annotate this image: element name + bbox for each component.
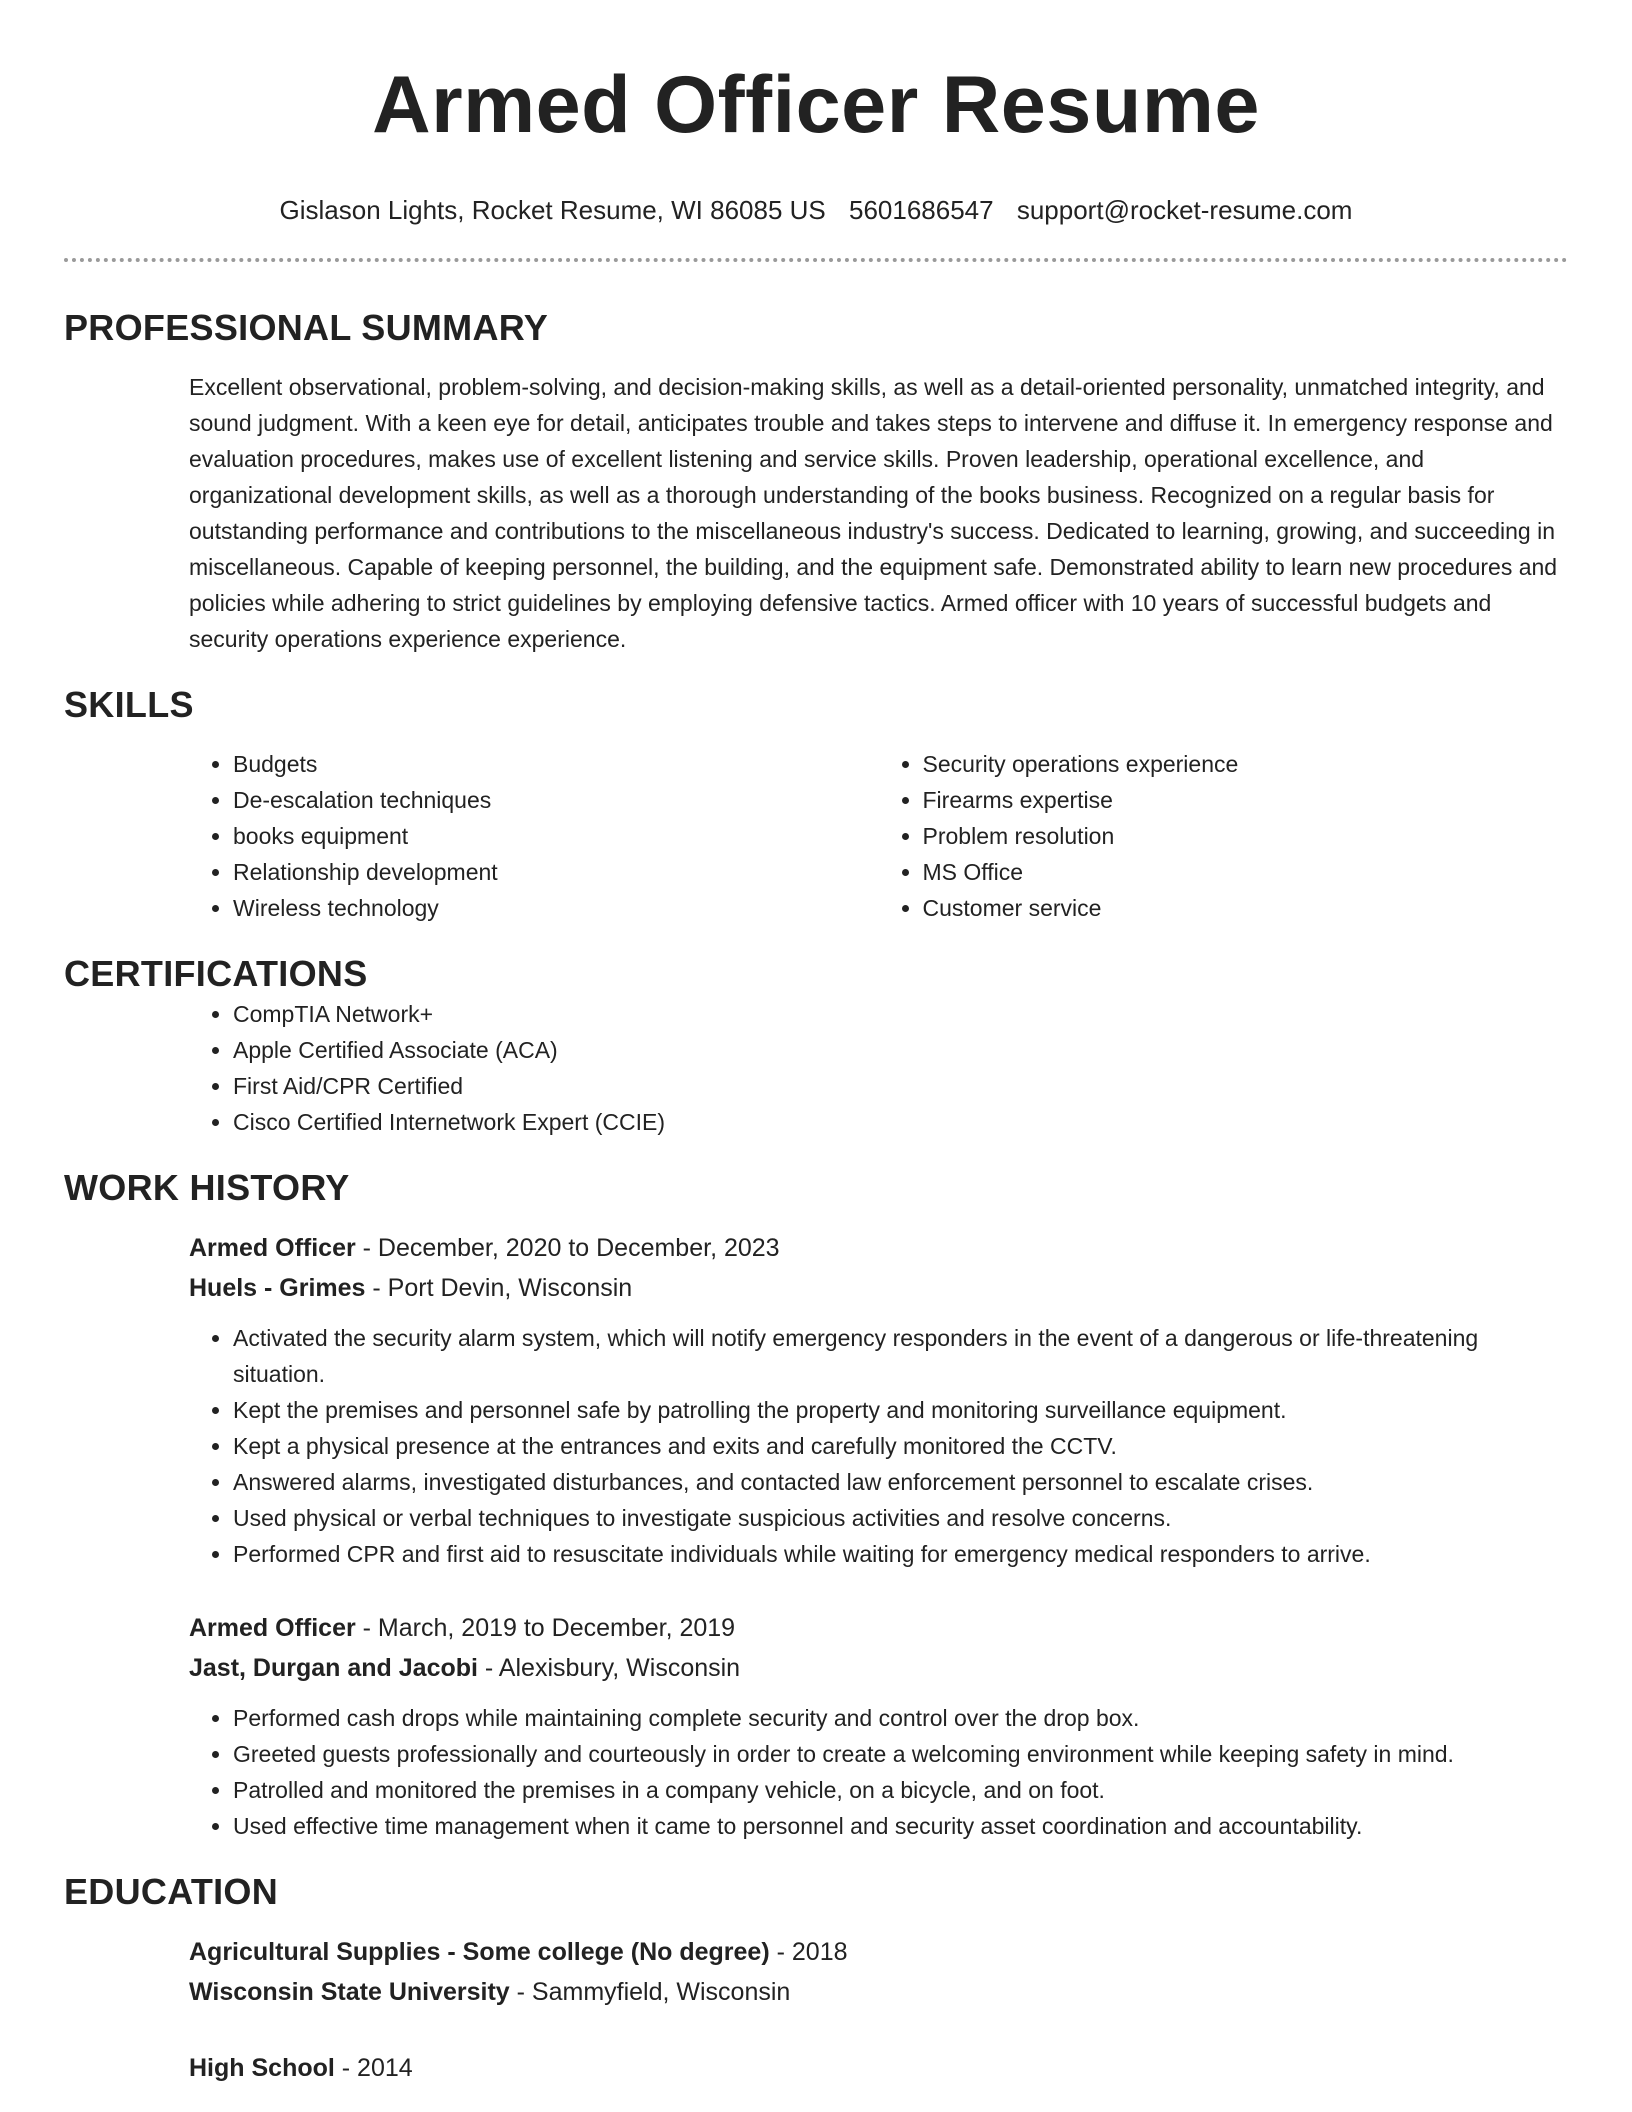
contact-email: support@rocket-resume.com — [1016, 195, 1353, 225]
job-title-line — [189, 1608, 1568, 1648]
job-location: - Port Devin, Wisconsin — [365, 1274, 633, 1302]
job-bullet: • Kept the premises and personnel safe by patrolling the property and monitoring surveillance equipment. — [233, 1392, 1568, 1428]
summary-section — [64, 306, 1568, 657]
certifications-section — [64, 952, 1568, 1140]
skills-list-right — [879, 746, 1569, 926]
job-dates: - December, 2020 to December, 2023 — [355, 1234, 780, 1262]
certifications-list — [189, 996, 1568, 1140]
job-bullet: • Performed cash drops while maintaining complete security and control over the drop box. — [233, 1700, 1568, 1736]
skills-section — [64, 683, 1568, 926]
job-entry — [189, 1228, 1568, 1572]
education-year: - 2014 — [334, 2054, 413, 2082]
work-history-heading: WORK HISTORY — [64, 1167, 350, 1208]
skill-item: • Budgets — [233, 746, 879, 782]
skills-heading: SKILLS — [64, 684, 194, 725]
skill-item: • Customer service — [923, 890, 1569, 926]
education-section — [64, 1870, 1568, 2088]
job-title-line — [189, 1228, 1568, 1268]
education-heading: EDUCATION — [64, 1871, 279, 1912]
education-school-line — [189, 1972, 1568, 2012]
job-bullet: • Kept a physical presence at the entrances and exits and carefully monitored the CCTV. — [233, 1428, 1568, 1464]
work-history-section — [64, 1166, 1568, 1844]
skills-list-left — [189, 746, 879, 926]
job-company: Huels - Grimes — [189, 1274, 366, 1302]
certification-item: • Apple Certified Associate (ACA) — [233, 1032, 1568, 1068]
contact-address: Gislason Lights, Rocket Resume, WI 86085 US — [279, 195, 826, 225]
contact-phone: 5601686547 — [849, 195, 994, 225]
certification-item: • Cisco Certified Internetwork Expert (CCIE) — [233, 1104, 1568, 1140]
job-entry — [189, 1608, 1568, 1844]
skill-item: • Firearms expertise — [923, 782, 1569, 818]
job-role: Armed Officer — [189, 1234, 356, 1262]
job-bullet: • Answered alarms, investigated disturbances, and contacted law enforcement personnel to escalate crises. — [233, 1464, 1568, 1500]
skill-item: • MS Office — [923, 854, 1569, 890]
certifications-heading: CERTIFICATIONS — [64, 953, 368, 994]
job-bullet: • Used physical or verbal techniques to investigate suspicious activities and resolve concerns. — [233, 1500, 1568, 1536]
job-bullet: • Greeted guests professionally and courteously in order to create a welcoming environment while keeping safety in mind. — [233, 1736, 1568, 1772]
education-school: Wisconsin State University — [189, 1978, 510, 2006]
skill-item: • Problem resolution — [923, 818, 1569, 854]
skill-item: • De-escalation techniques — [233, 782, 879, 818]
job-bullet: • Activated the security alarm system, which will notify emergency responders in the event of a dangerous or life-threatening situation. — [233, 1320, 1568, 1392]
contact-line — [64, 192, 1568, 228]
job-bullets — [189, 1320, 1568, 1572]
job-bullets — [189, 1700, 1568, 1844]
resume-title: Armed Officer Resume — [372, 60, 1260, 150]
summary-heading: PROFESSIONAL SUMMARY — [64, 307, 549, 348]
job-dates: - March, 2019 to December, 2019 — [355, 1614, 736, 1642]
job-company-line — [189, 1268, 1568, 1308]
job-location: - Alexisbury, Wisconsin — [477, 1654, 741, 1682]
education-location: - Sammyfield, Wisconsin — [509, 1978, 791, 2006]
education-entry — [189, 1932, 1568, 2012]
job-bullet: • Performed CPR and first aid to resuscitate individuals while waiting for emergency medical responders to arrive. — [233, 1536, 1568, 1572]
education-entry — [189, 2048, 1568, 2088]
certification-item: • CompTIA Network+ — [233, 996, 1568, 1032]
education-degree: High School — [189, 2054, 335, 2082]
education-year: - 2018 — [769, 1938, 848, 1966]
education-degree: Agricultural Supplies - Some college (No degree) — [189, 1938, 770, 1966]
certification-item: • First Aid/CPR Certified — [233, 1068, 1568, 1104]
summary-text: Excellent observational, problem-solving, and decision-making skills, as well as a detail-oriented personality, unmatched integrity, and sound judgment. With a keen eye for detail, anticipates trouble and takes steps to intervene and diffuse it. In emergency response and evaluation procedures, makes use of excellent listening and service skills. Proven leadership, operational excellence, and organizational development skills, as well as a thorough understanding of the books business. Recognized on a regular basis for outstanding performance and contributions to the miscellaneous industry's success. Dedicated to learning, growing, and succeeding in miscellaneous. Capable of keeping personnel, the building, and the equipment safe. Demonstrated ability to learn new procedures and policies while adhering to strict guidelines by employing defensive tactics. Armed officer with 10 years of successful budgets and security operations experience experience. — [189, 374, 1558, 652]
education-degree-line — [189, 1932, 1568, 1972]
job-role: Armed Officer — [189, 1614, 356, 1642]
skill-item: • Wireless technology — [233, 890, 879, 926]
skill-item: • Security operations experience — [923, 746, 1569, 782]
job-bullet: • Used effective time management when it came to personnel and security asset coordination and accountability. — [233, 1808, 1568, 1844]
education-degree-line — [189, 2048, 1568, 2088]
job-company: Jast, Durgan and Jacobi — [189, 1654, 478, 1682]
header-divider — [64, 258, 1568, 262]
job-company-line — [189, 1648, 1568, 1688]
skill-item: • books equipment — [233, 818, 879, 854]
skill-item: • Relationship development — [233, 854, 879, 890]
job-bullet: • Patrolled and monitored the premises in a company vehicle, on a bicycle, and on foot. — [233, 1772, 1568, 1808]
